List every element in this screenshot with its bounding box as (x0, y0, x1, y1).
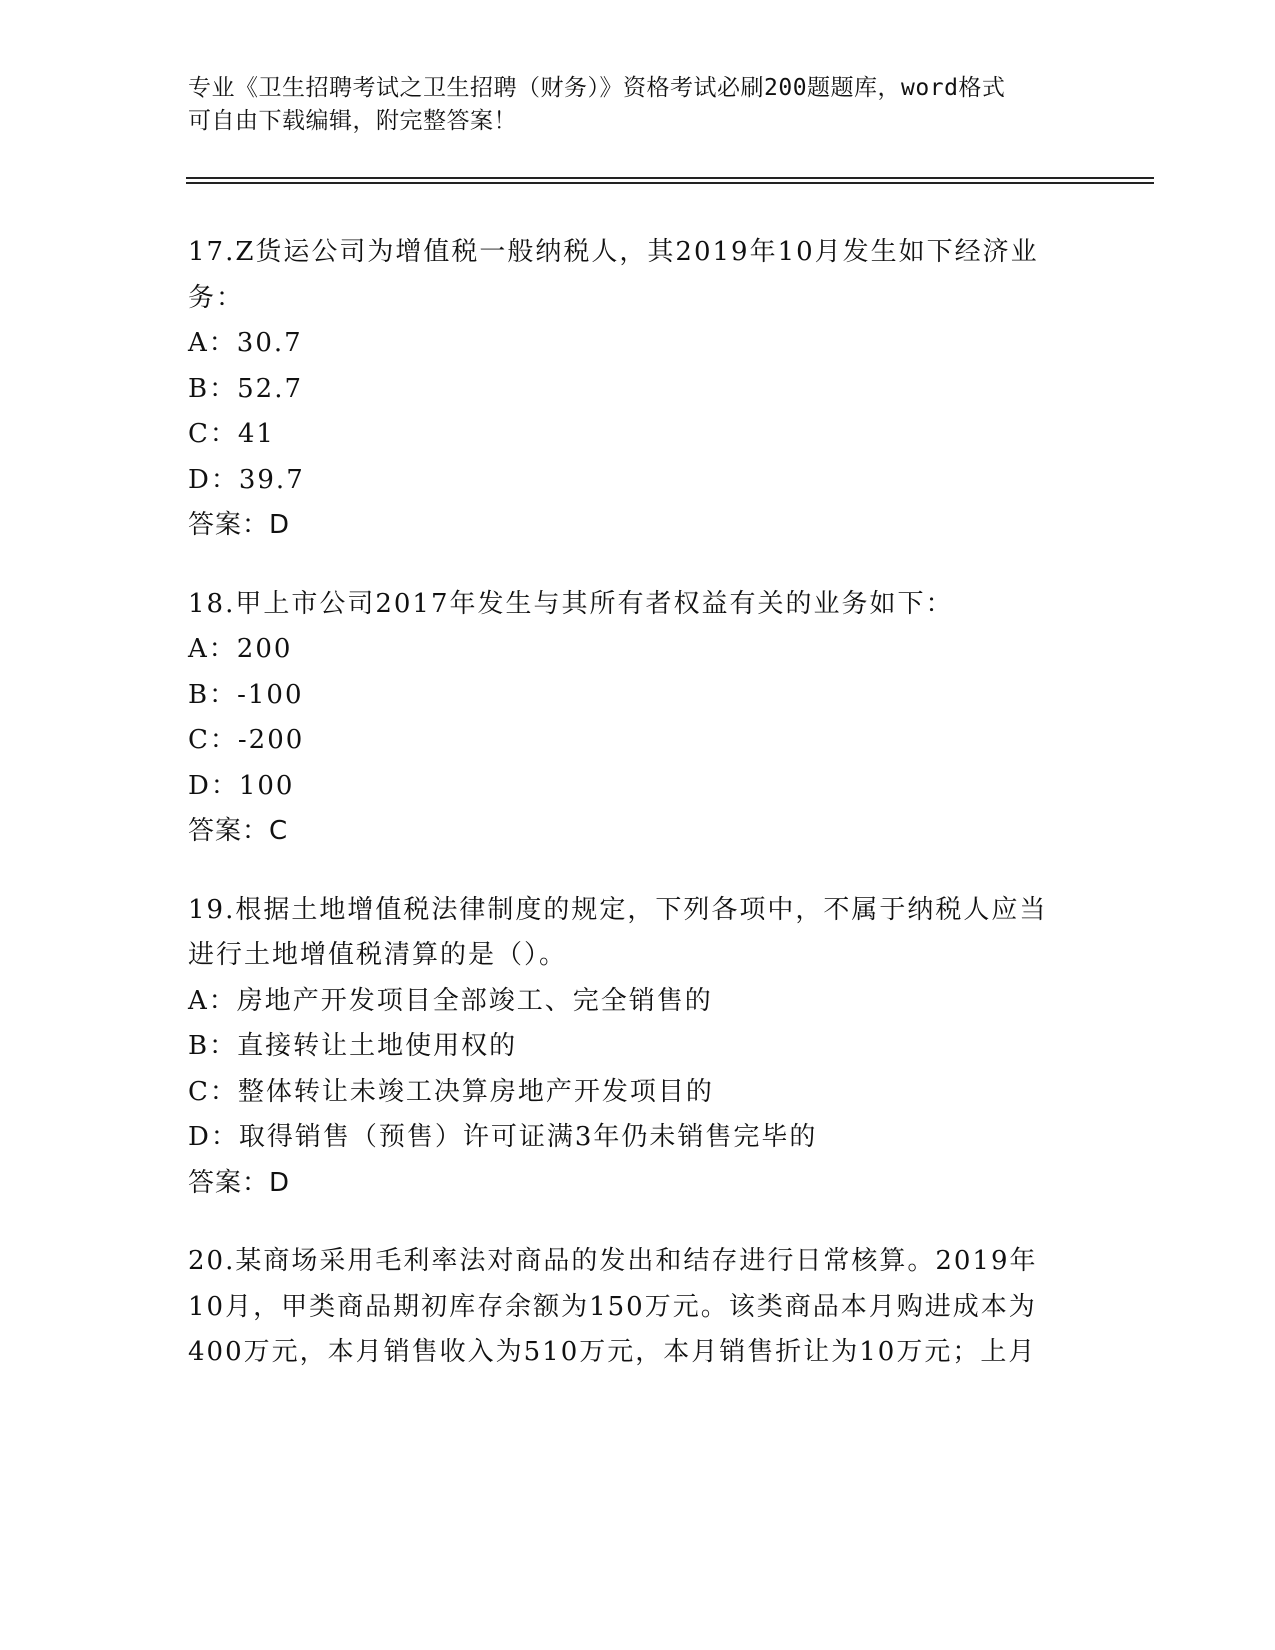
option-c: C：-200 (188, 725, 305, 755)
question-stem-line: 10月，甲类商品期初库存余额为150万元。该类商品本月购进成本为 (188, 1291, 1037, 1322)
question-stem-line: 400万元，本月销售收入为510万元，本月销售折让为10万元；上月 (188, 1337, 1037, 1367)
option-b: B：-100 (188, 679, 304, 710)
header-divider-bottom (186, 182, 1154, 184)
option-a: A：30.7 (188, 328, 303, 358)
option-d: D：39.7 (188, 464, 305, 495)
option-d: D：100 (188, 770, 295, 801)
header-line-1: 专业《卫生招聘考试之卫生招聘（财务）》资格考试必刷200题题库，word格式 (188, 75, 1006, 101)
question-17 (188, 230, 1068, 549)
option-c: C：整体转让未竣工决算房地产开发项目的 (188, 1076, 714, 1107)
question-18 (188, 582, 1068, 855)
option-a: A：房地产开发项目全部竣工、完全销售的 (188, 985, 713, 1016)
option-b: B：直接转让土地使用权的 (188, 1031, 518, 1061)
question-stem-line: 20.某商场采用毛利率法对商品的发出和结存进行日常核算。2019年 (188, 1246, 1038, 1276)
question-stem-line: 18.甲上市公司2017年发生与其所有者权益有关的业务如下： (188, 588, 954, 619)
answer: 答案：C (188, 816, 289, 846)
question-19 (188, 888, 1068, 1207)
question-stem-line: 务： (188, 282, 245, 313)
answer: 答案：D (188, 510, 291, 540)
option-c: C：41 (188, 419, 275, 449)
question-stem-line: 进行土地增值税清算的是（）。 (188, 940, 568, 970)
document-header (188, 72, 1088, 138)
header-line-2: 可自由下载编辑，附完整答案！ (188, 108, 517, 134)
option-d: D：取得销售（预售）许可证满3年仍未销售完毕的 (188, 1122, 818, 1152)
answer: 答案：D (188, 1167, 291, 1198)
option-b: B：52.7 (188, 373, 303, 404)
header-divider-top (186, 177, 1154, 179)
question-list (188, 230, 1068, 1409)
option-a: A：200 (188, 634, 293, 664)
question-stem-line: 19.根据土地增值税法律制度的规定，下列各项中，不属于纳税人应当 (188, 894, 1048, 925)
question-20 (188, 1239, 1068, 1376)
question-stem-line: 17.Z货运公司为增值税一般纳税人，其2019年10月发生如下经济业 (188, 237, 1039, 267)
